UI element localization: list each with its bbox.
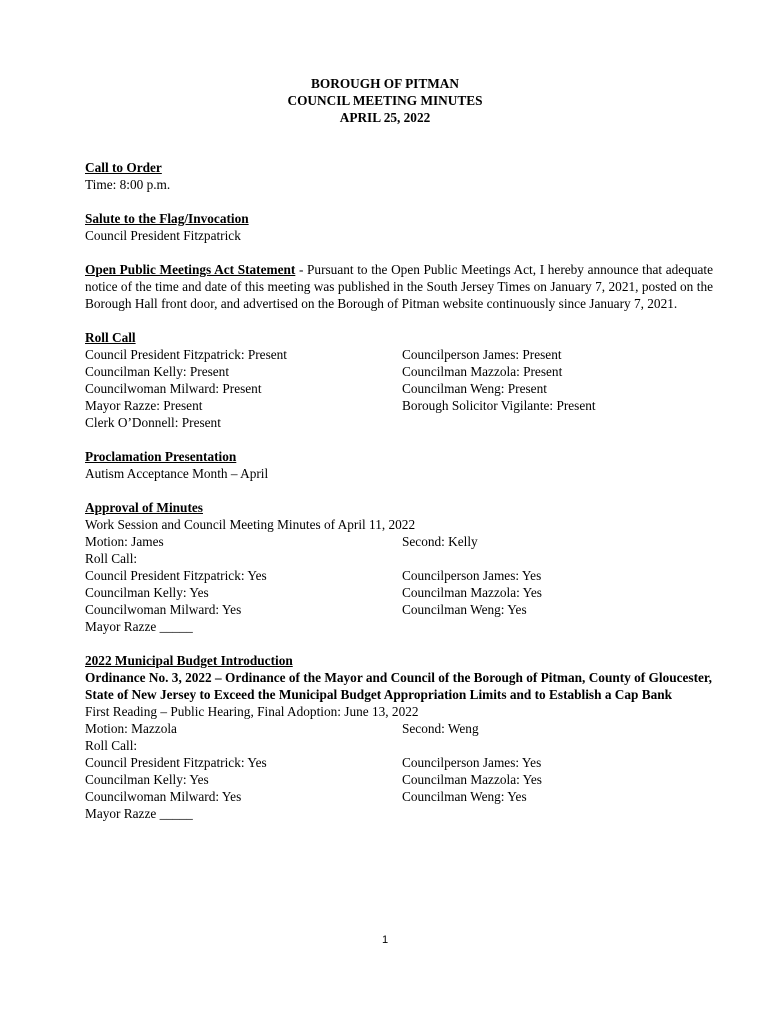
ordinance-title: Ordinance No. 3, 2022 – Ordinance of the Mayor and Council of the Borough of Pitman, County of Gloucester, State of New Jersey to Exceed the Municipal Budget Appropriation Limits and to Establish a Cap Bank bbox=[85, 670, 712, 702]
vote-left: Councilwoman Milward: Yes bbox=[85, 602, 242, 617]
roll-call-right: Councilman Weng: Present bbox=[402, 381, 547, 396]
call-to-order-time: Time: 8:00 p.m. bbox=[85, 177, 171, 192]
vote-left: Councilman Kelly: Yes bbox=[85, 585, 209, 600]
reading-text: First Reading – Public Hearing, Final Adoption: June 13, 2022 bbox=[85, 704, 419, 719]
proclamation-text: Autism Acceptance Month – April bbox=[85, 466, 269, 481]
borough-title: BOROUGH OF PITMAN bbox=[311, 76, 459, 91]
roll-call-row bbox=[85, 414, 713, 431]
proclamation-heading: Proclamation Presentation bbox=[85, 449, 237, 464]
motion-text: Motion: Mazzola bbox=[85, 721, 177, 736]
document-body bbox=[85, 159, 713, 839]
second-text: Second: Kelly bbox=[402, 534, 478, 549]
roll-call-right: Borough Solicitor Vigilante: Present bbox=[402, 398, 596, 413]
roll-call-row bbox=[85, 380, 713, 397]
budget-heading: 2022 Municipal Budget Introduction bbox=[85, 653, 293, 668]
vote-right: Councilman Weng: Yes bbox=[402, 602, 527, 617]
roll-call-left: Councilwoman Milward: Present bbox=[85, 381, 262, 396]
approval-text: Work Session and Council Meeting Minutes of April 11, 2022 bbox=[85, 517, 416, 532]
opma-section bbox=[85, 261, 713, 312]
vote-right: Councilperson James: Yes bbox=[402, 568, 542, 583]
document-title: COUNCIL MEETING MINUTES bbox=[287, 93, 483, 108]
vote-left: Councilwoman Milward: Yes bbox=[85, 789, 242, 804]
document-header bbox=[0, 75, 770, 126]
roll-call-right: Councilman Mazzola: Present bbox=[402, 364, 563, 379]
call-to-order-section bbox=[85, 159, 713, 193]
opma-heading: Open Public Meetings Act Statement bbox=[85, 262, 296, 277]
roll-call-left: Council President Fitzpatrick: Present bbox=[85, 347, 288, 362]
page-number: 1 bbox=[381, 934, 389, 946]
roll-call-label: Roll Call: bbox=[85, 551, 138, 566]
vote-row bbox=[85, 584, 713, 601]
vote-left: Councilman Kelly: Yes bbox=[85, 772, 209, 787]
roll-call-row bbox=[85, 363, 713, 380]
call-to-order-heading: Call to Order bbox=[85, 160, 162, 175]
budget-section bbox=[85, 652, 713, 822]
motion-row bbox=[85, 720, 713, 737]
mayor-vote: Mayor Razze _____ bbox=[85, 619, 193, 634]
roll-call-row bbox=[85, 346, 713, 363]
motion-text: Motion: James bbox=[85, 534, 164, 549]
opma-text: - Pursuant to the Open Public Meetings Act, I hereby announce that adequate notice of the time and date of this meeting was published in the South Jersey Times on January 7, 2021, posted on the Borough Hall front door, and advertised on the Borough of Pitman website continuously since January 7, 2021. bbox=[85, 262, 714, 311]
roll-call-section bbox=[85, 329, 713, 431]
mayor-vote: Mayor Razze _____ bbox=[85, 806, 193, 821]
salute-section bbox=[85, 210, 713, 244]
vote-row bbox=[85, 771, 713, 788]
second-text: Second: Weng bbox=[402, 721, 479, 736]
salute-heading: Salute to the Flag/Invocation bbox=[85, 211, 249, 226]
vote-left: Council President Fitzpatrick: Yes bbox=[85, 755, 267, 770]
roll-call-row bbox=[85, 397, 713, 414]
roll-call-right bbox=[402, 414, 713, 431]
salute-text: Council President Fitzpatrick bbox=[85, 228, 241, 243]
roll-call-left: Councilman Kelly: Present bbox=[85, 364, 230, 379]
vote-row bbox=[85, 601, 713, 618]
vote-right: Councilman Mazzola: Yes bbox=[402, 772, 542, 787]
approval-heading: Approval of Minutes bbox=[85, 500, 203, 515]
vote-right: Councilperson James: Yes bbox=[402, 755, 542, 770]
roll-call-left: Clerk O’Donnell: Present bbox=[85, 415, 221, 430]
proclamation-section bbox=[85, 448, 713, 482]
vote-right: Councilman Weng: Yes bbox=[402, 789, 527, 804]
motion-row bbox=[85, 533, 713, 550]
meeting-date: APRIL 25, 2022 bbox=[339, 110, 431, 125]
approval-section bbox=[85, 499, 713, 635]
roll-call-left: Mayor Razze: Present bbox=[85, 398, 203, 413]
vote-row bbox=[85, 754, 713, 771]
roll-call-label: Roll Call: bbox=[85, 738, 138, 753]
vote-left: Council President Fitzpatrick: Yes bbox=[85, 568, 267, 583]
roll-call-right: Councilperson James: Present bbox=[402, 347, 562, 362]
roll-call-heading: Roll Call bbox=[85, 330, 136, 345]
vote-row bbox=[85, 788, 713, 805]
vote-row bbox=[85, 567, 713, 584]
vote-right: Councilman Mazzola: Yes bbox=[402, 585, 542, 600]
